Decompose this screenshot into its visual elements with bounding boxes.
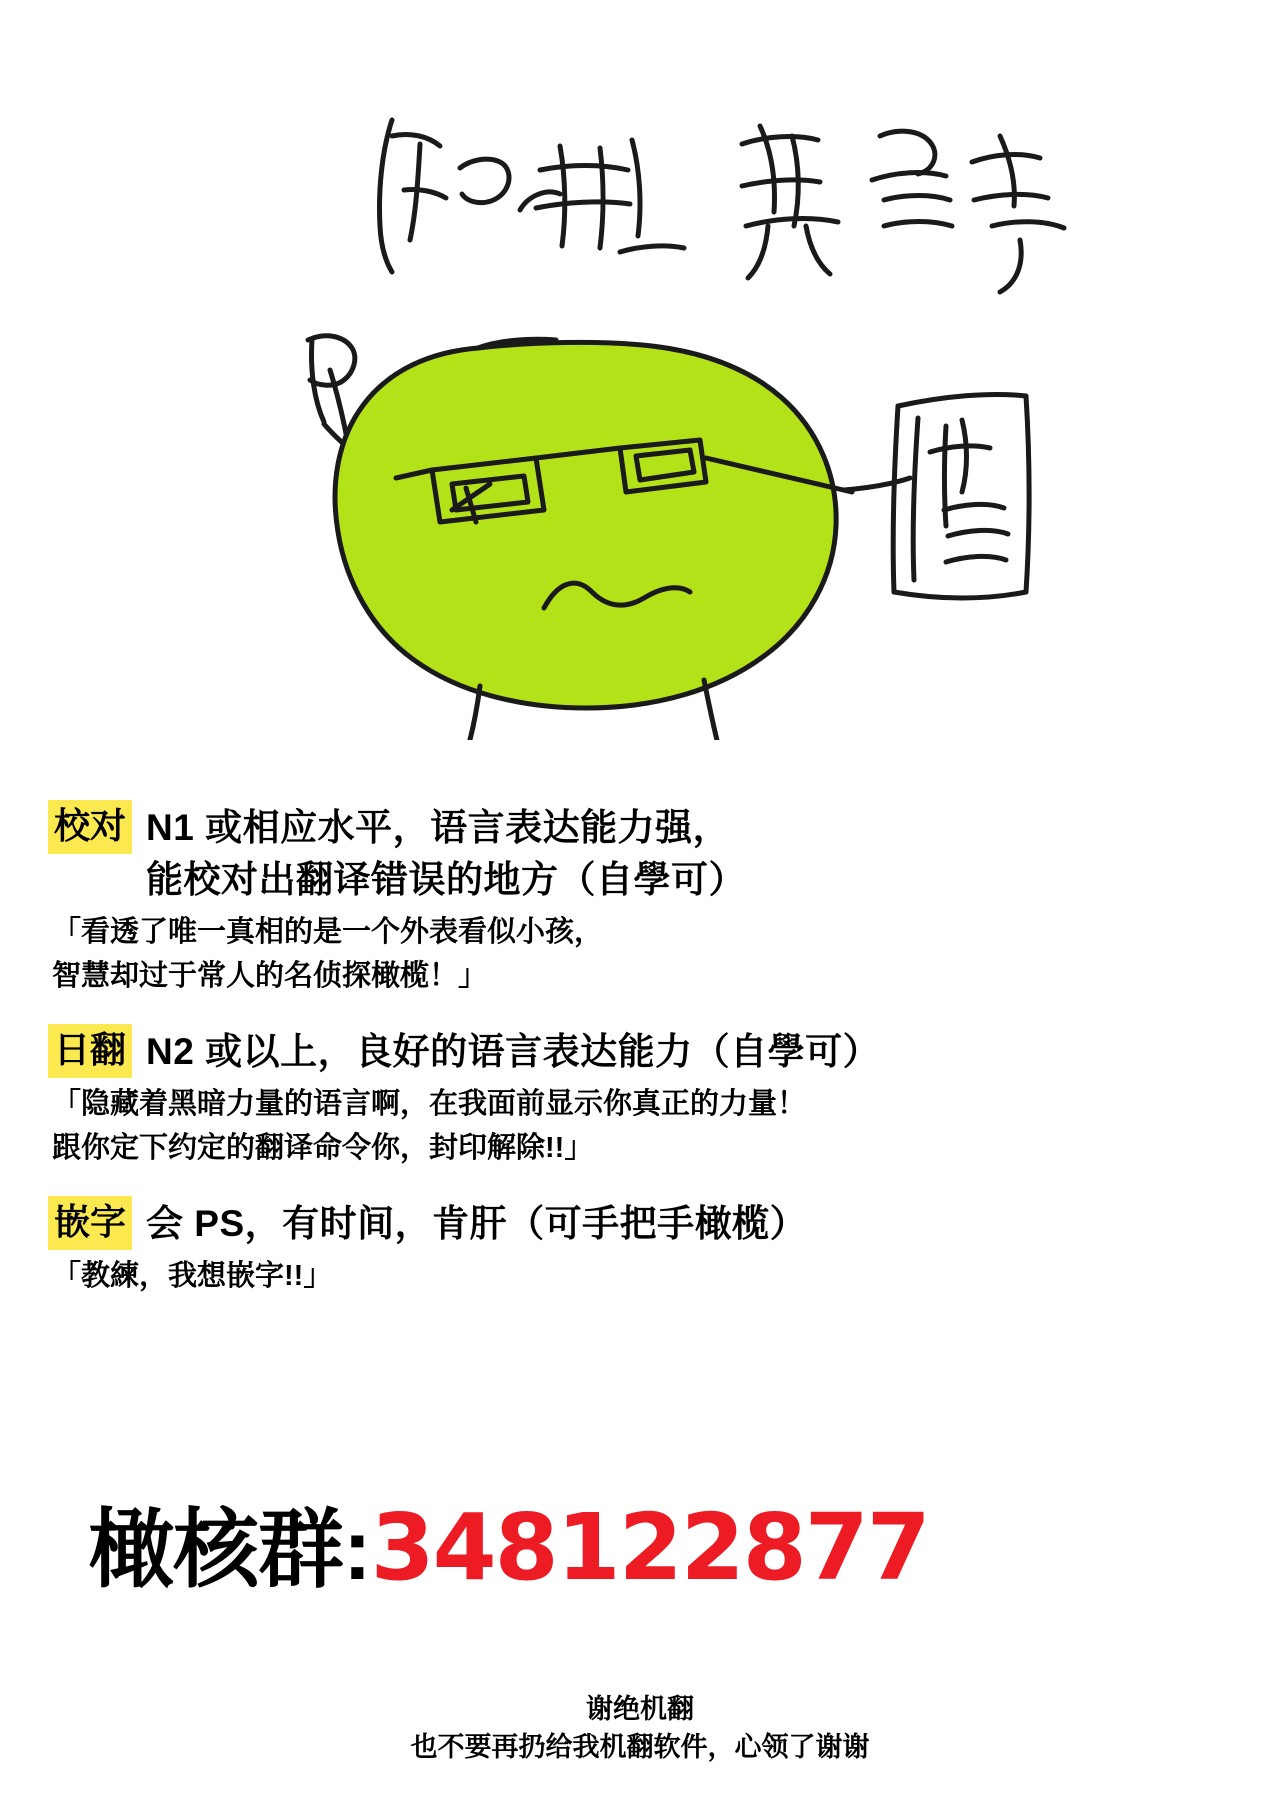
qq-group-number[interactable]: 348122877 <box>370 1494 929 1601</box>
role-title <box>146 1196 807 1250</box>
role-quote <box>52 1082 1238 1170</box>
role-block-typesetter <box>48 1196 1238 1298</box>
role-block-japanese-translator <box>48 1024 1238 1170</box>
recruitment-sections <box>48 800 1238 1324</box>
role-quote <box>52 1254 1238 1298</box>
role-title-line: N1 或相应水平，语言表达能力强， <box>146 807 731 848</box>
role-title-line: N2 或以上，良好的语言表达能力（自學可） <box>146 1031 881 1072</box>
footer-line-1: 谢绝机翻 <box>586 1694 694 1724</box>
hand-drawn-olive-character-icon <box>0 40 1280 740</box>
role-quote-line: 「教練，我想嵌字!!」 <box>52 1260 333 1292</box>
role-tag: 嵌字 <box>48 1196 132 1250</box>
role-quote-line: 跟你定下约定的翻译命令你，封印解除!!」 <box>52 1132 594 1164</box>
role-title <box>146 800 746 906</box>
role-title-line: 会 PS，有时间，肯肝（可手把手橄榄） <box>146 1203 808 1244</box>
role-title-line: 能校对出翻译错误的地方（自學可） <box>146 859 747 900</box>
footer-note <box>0 1690 1280 1766</box>
illustration-area <box>0 40 1280 740</box>
qq-group-line <box>88 1494 929 1601</box>
role-tag: 校对 <box>48 800 132 854</box>
role-quote <box>52 910 1238 998</box>
role-headline <box>48 800 1238 906</box>
role-headline <box>48 1024 1238 1078</box>
footer-line-2: 也不要再扔给我机翻软件，心领了谢谢 <box>410 1732 870 1762</box>
role-quote-line: 「看透了唯一真相的是一个外表看似小孩， <box>52 916 604 948</box>
role-quote-line: 智慧却过于常人的名侦探橄榄！」 <box>52 960 488 992</box>
role-headline <box>48 1196 1238 1250</box>
role-title <box>146 1024 880 1078</box>
role-block-proofreader <box>48 800 1238 998</box>
role-quote-line: 「隐藏着黑暗力量的语言啊，在我面前显示你真正的力量！ <box>52 1088 807 1120</box>
qq-group-label: 橄核群: <box>88 1502 371 1598</box>
role-tag: 日翻 <box>48 1024 132 1078</box>
